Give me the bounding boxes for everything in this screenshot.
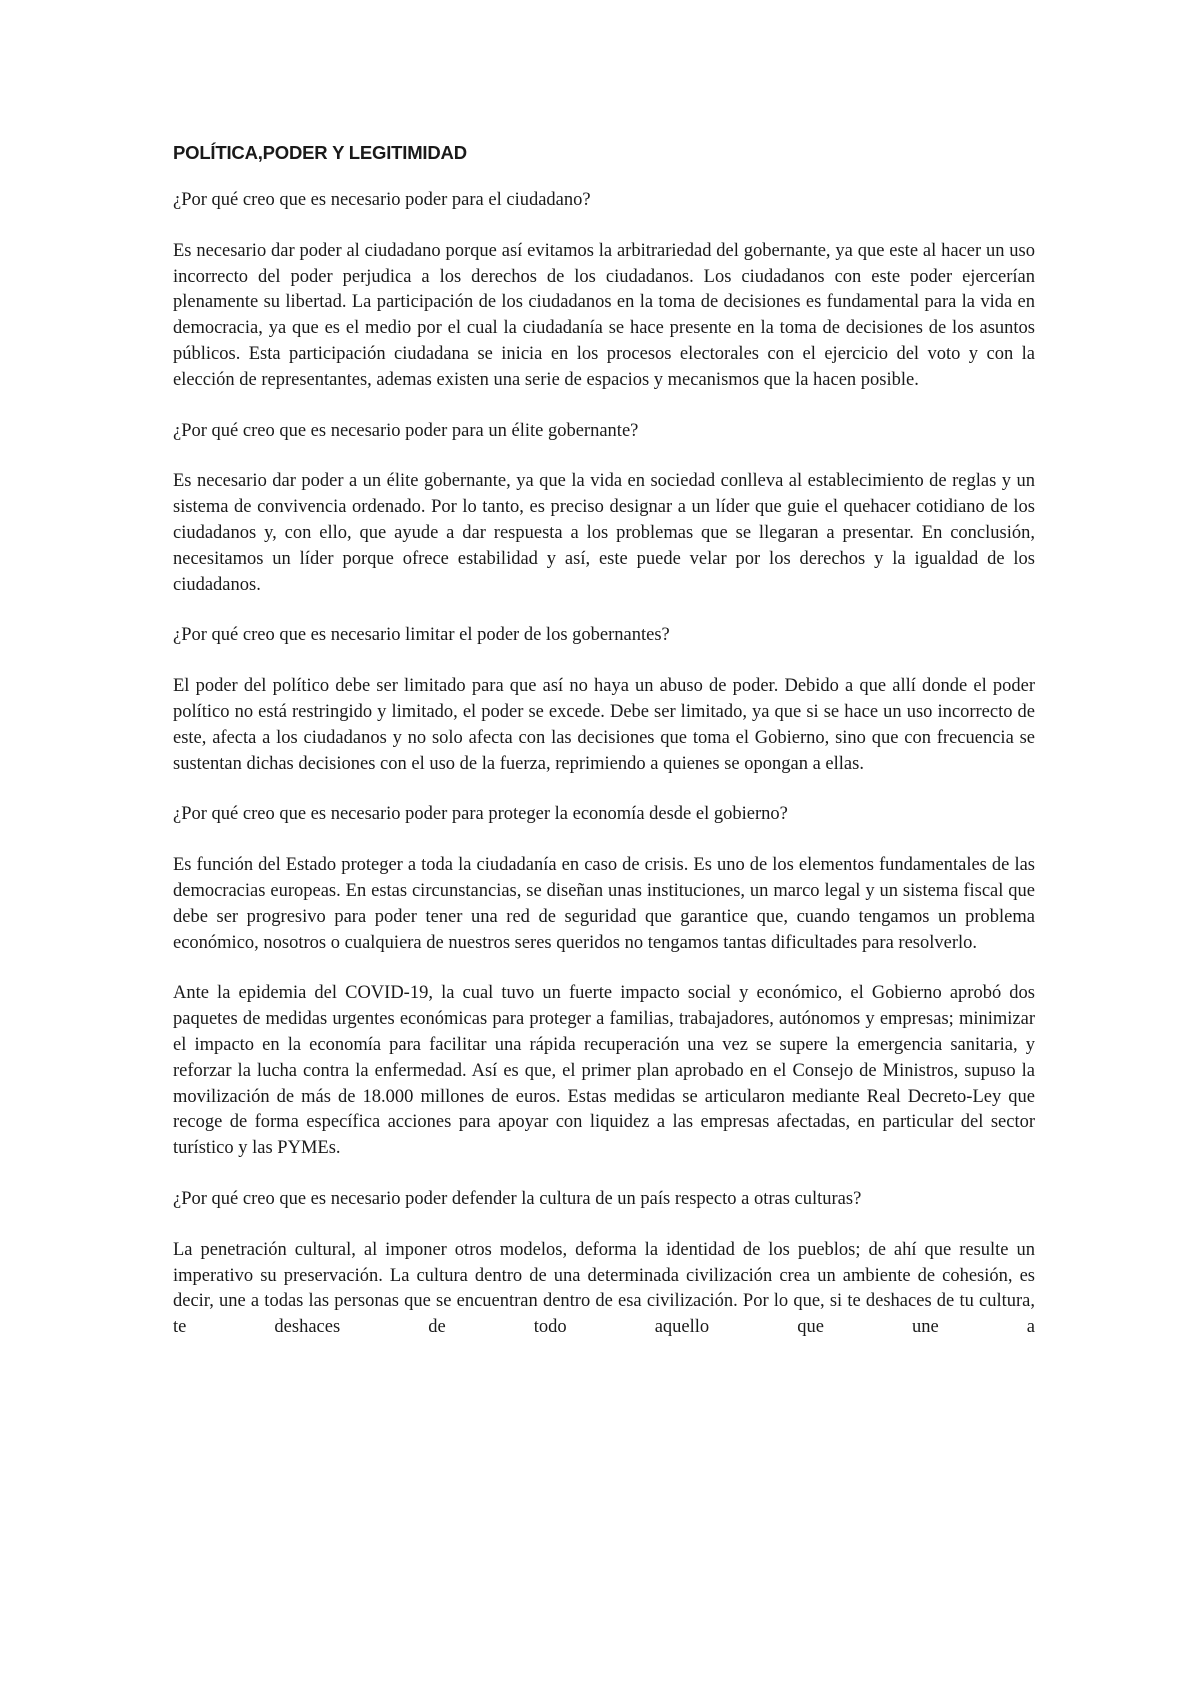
answer-citizen-power: Es necesario dar poder al ciudadano porque así evitamos la arbitrariedad del gobernante, ya que este al hacer un uso incorrecto del poder perjudica a los derechos de los ciudadanos. Los ciudadanos con este poder ejercerían plenamente su libertad. La participación de los ciudadanos en la toma de decisiones es fundamental para la vida en democracia, ya que es el medio por el cual la ciudadanía se hace presente en la toma de decisiones de los asuntos públicos. Esta participación ciudadana se inicia en los procesos electorales con el ejercicio del voto y con la elección de representantes, ademas existen una serie de espacios y mecanismos que la hacen posible.	[173, 240, 1035, 390]
question-culture-power: ¿Por qué creo que es necesario poder defender la cultura de un país respecto a otras culturas?	[173, 1188, 862, 1209]
document-title: POLÍTICA,PODER Y LEGITIMIDAD	[173, 142, 467, 163]
question-citizen-power: ¿Por qué creo que es necesario poder para el ciudadano?	[173, 190, 591, 210]
answer-elite-power: Es necesario dar poder a un élite gobernante, ya que la vida en sociedad conlleva al establecimiento de reglas y un sistema de convivencia ordenado. Por lo tanto, es preciso designar a un líder que guie el quehacer cotidiano de los ciudadanos y, con ello, que ayude a dar respuesta a los problemas que se llegaran a presentar. En conclusión, necesitamos un líder porque ofrece estabilidad y así, este puede velar por los derechos y la igualdad de los ciudadanos.	[173, 471, 1035, 595]
question-economy-power: ¿Por qué creo que es necesario poder para proteger la economía desde el gobierno?	[173, 804, 788, 825]
answer-limit-power: El poder del político debe ser limitado para que así no haya un abuso de poder. Debido a que allí donde el poder político no está restringido y limitado, el poder se excede. Debe ser limitado, ya que si se hace un uso incorrecto de este, afecta a los ciudadanos y no solo afecta con las decisiones que toma el Gobierno, sino que con frecuencia se sustentan dichas decisiones con el uso de la fuerza, reprimiendo a quienes se opongan a ellas.	[173, 676, 1035, 774]
answer-economy-power-state: Es función del Estado proteger a toda la ciudadanía en caso de crisis. Es uno de los elementos fundamentales de las democracias europeas. En estas circunstancias, se diseñan unas instituciones, un marco legal y un sistema fiscal que debe ser progresivo para poder tener una red de seguridad que garantice que, cuando tengamos un problema económico, nosotros o cualquiera de nuestros seres queridos no tengamos tantas dificultades para resolverlo.	[173, 855, 1035, 953]
answer-economy-power-covid: Ante la epidemia del COVID-19, la cual tuvo un fuerte impacto social y económico, el Gobierno aprobó dos paquetes de medidas urgentes económicas para proteger a familias, trabajadores, autónomos y empresas; minimizar el impacto en la economía para facilitar una rápida recuperación una vez se supere la emergencia sanitaria, y reforzar la lucha contra la enfermedad. Así es que, el primer plan aprobado en el Consejo de Ministros, supuso la movilización de más de 18.000 millones de euros. Estas medidas se articularon mediante Real Decreto-Ley que recoge de forma específica acciones para apoyar con liquidez a las empresas afectadas, en particular del sector turístico y las PYMEs.	[173, 983, 1035, 1159]
question-elite-power: ¿Por qué creo que es necesario poder para un élite gobernante?	[173, 420, 639, 441]
question-limit-power: ¿Por qué creo que es necesario limitar el poder de los gobernantes?	[173, 625, 670, 646]
answer-culture-power: La penetración cultural, al imponer otros modelos, deforma la identidad de los pueblos; de ahí que resulte un imperativo su preservación. La cultura dentro de una determinada civilización crea un ambiente de cohesión, es decir, une a todas las personas que se encuentran dentro de esa civilización. Por lo que, si te deshaces de tu cultura, te deshaces de todo aquello que une a	[173, 1239, 1035, 1338]
document-body	[173, 140, 1035, 1341]
